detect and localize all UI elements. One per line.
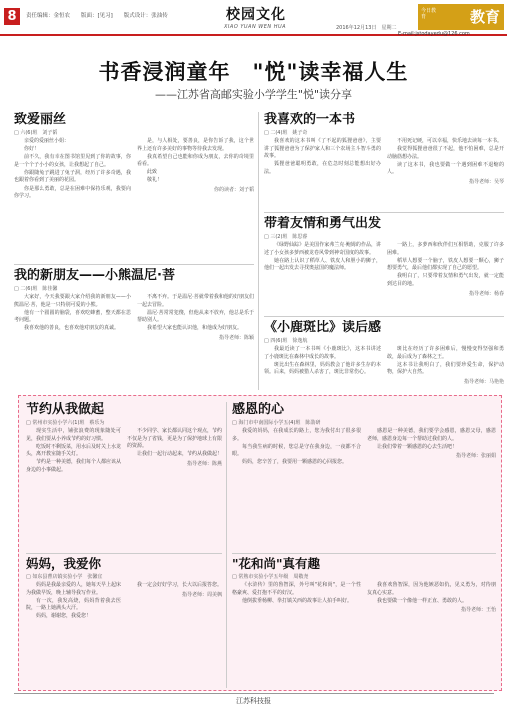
article-paragraph: 敬礼！ bbox=[147, 177, 163, 184]
article-paragraph: 不离不弃。于是温尼·菩就带着我和他的好朋友们一起去冒险。 bbox=[137, 294, 254, 308]
article-paragraph: 让我们一起行动起来，节约从我做起！ bbox=[137, 451, 222, 458]
article-byline: □ 三(2)班 陈思睿 bbox=[264, 234, 308, 240]
article-byline: □ 四(6)班 徐逸航 bbox=[264, 338, 308, 344]
teacher-credit: 指导老师：吴琴 bbox=[468, 178, 504, 185]
article-paragraph: 一路上，多萝西和伙伴们互相帮助，克服了许多困难。 bbox=[387, 242, 504, 256]
divider bbox=[264, 316, 504, 317]
teacher-credit: 指导老师：王怡 bbox=[460, 607, 496, 614]
article-paragraph: 我喜欢他的善良，也喜欢他对朋友的真诚。 bbox=[24, 325, 120, 332]
contact-email: E-mail:jstodayedu@126.com bbox=[398, 31, 470, 37]
article-byline: □ 如东县曹店镇实验小学 张馨宜 bbox=[26, 574, 103, 580]
article-paragraph: 你好！ bbox=[24, 146, 40, 153]
footer-divider bbox=[14, 693, 494, 694]
article-paragraph: 《绿野仙踪》是美国作家弗兰克·鲍姆的作品，讲述了小女孩多萝西被龙卷风带到神奇国度的故事。 bbox=[264, 242, 381, 256]
article-paragraph: 我喜欢的这本书叫《了不起的狐狸爸爸》，主要讲了狐狸爸爸为了保护家人和三个农场主斗智斗勇的故事。 bbox=[264, 138, 381, 160]
article-paragraph: 我明白了，只要带着友情和勇气出发，就一定能到达目的地。 bbox=[387, 273, 504, 287]
article-title: 带着友情和勇气出发 bbox=[264, 216, 382, 231]
article-title: 我的新朋友——小熊温尼·菩 bbox=[14, 268, 175, 283]
article-thrift bbox=[26, 402, 222, 552]
column-divider bbox=[258, 112, 259, 390]
article-paragraph: 这本书让我明白了，我们要珍爱生命，保护动物，保护大自然。 bbox=[387, 361, 504, 376]
article-paragraph: 温尼·菩常常犯傻，但他从来不放弃，他总是乐于帮助别人。 bbox=[137, 309, 254, 324]
article-byline: □ 二(4)班 姚子奇 bbox=[264, 130, 308, 136]
teacher-credit: 指导老师：马艳艳 bbox=[463, 378, 504, 385]
article-byline: □ 二(6)班 陈佳馨 bbox=[14, 286, 58, 292]
article-title: 我喜欢的一本书 bbox=[264, 112, 356, 127]
article-title: "花和尚"真有趣 bbox=[232, 556, 321, 571]
article-paragraph: 节约是一种美德，我们每个人都应该从身边的小事做起。 bbox=[26, 459, 122, 473]
article-paragraph: 他倒拔垂杨柳、拳打镇关西的故事让人拍手叫好。 bbox=[242, 597, 353, 604]
article-byline: □ 常熟市实验小学五年级 周敬尧 bbox=[232, 574, 309, 580]
teacher-credit: 指导老师：张丽娟 bbox=[455, 453, 496, 460]
divider bbox=[14, 264, 254, 265]
article-paragraph: 狐狸爸爸聪明勇敢，在危急时刻总能想出好办法。 bbox=[264, 161, 381, 175]
article-monk bbox=[232, 556, 496, 688]
article-paragraph: 你跟随兔子跳进了兔子洞，经历了许多奇遇，我也跟着你看到了美丽的花园。 bbox=[14, 169, 131, 184]
article-paragraph: 我一定会好好学习，长大以后报答您。 bbox=[137, 582, 222, 588]
article-paragraph: 有一次，我发高烧，妈妈背着我去医院，一路上她满头大汗。 bbox=[26, 597, 121, 612]
article-paragraph: 我喜欢鲁智深，因为他嫉恶如仇，见义勇为，对待朋友真心实意。 bbox=[367, 582, 496, 596]
sub-headline: ——江苏省高邮实验小学学生"悦"读分享 bbox=[154, 88, 353, 101]
article-paragraph: 是，与人相处，要善良，是你告诉了我，这个世界上还有许多美好的事物等待我去发现。 bbox=[137, 138, 254, 152]
article-title: 感恩的心 bbox=[232, 402, 285, 417]
article-paragraph: 她在路上认识了稻草人、铁皮人和胆小的狮子，他们一起出发去寻找奥兹国的魔法师。 bbox=[264, 257, 381, 272]
article-signature: 你的读者：刘子韬 bbox=[213, 187, 254, 194]
teacher-credit: 指导老师：杨春 bbox=[468, 290, 504, 297]
teacher-credit: 指导老师：周美枫 bbox=[181, 591, 222, 598]
article-bambi bbox=[264, 320, 504, 392]
article-pooh bbox=[14, 268, 254, 390]
article-oz bbox=[264, 216, 504, 314]
divider bbox=[26, 553, 222, 554]
article-paragraph: 读了这本书，我也要做一个遇到困难不退缩的人。 bbox=[387, 161, 504, 176]
article-paragraph: 让我们带着一颗感恩的心去生活吧！ bbox=[377, 443, 458, 450]
brand-logo-small: 今日教育 bbox=[421, 8, 437, 20]
article-paragraph: 现实生活中，铺张浪费的现象随处可见，我们要从小养成节约的好习惯。 bbox=[26, 428, 121, 442]
article-paragraph: 此致 bbox=[147, 169, 158, 176]
article-paragraph: 斑比出生在森林里，妈妈教会了他许多生存的本领。后来，妈妈被猎人杀害了，斑比非常伤心。 bbox=[264, 361, 381, 376]
article-title: 《小鹿斑比》读后感 bbox=[264, 320, 382, 335]
teacher-credit: 指导老师：陈燕 bbox=[186, 460, 222, 467]
article-byline: □ 海门市中南国际小学五(4)班 陈劭研 bbox=[232, 420, 321, 426]
article-paragraph: 前不久，我有幸在图书馆里见到了你的故事，你是一个个子小小的女孩，让我想起了自己。 bbox=[14, 154, 131, 168]
article-paragraph: 大家好，今天我要跟大家介绍我的新朋友——小熊温尼·菩，他是一只特别可爱的小熊。 bbox=[14, 294, 131, 308]
article-paragraph: 感恩是一种美德，我们要学会感恩，感恩父母，感恩老师，感恩身边每一个帮助过我们的人。 bbox=[367, 428, 496, 442]
section-pinyin: XIAO YUAN WEN HUA bbox=[224, 24, 287, 30]
article-paragraph: 每当我生病的时候，您总是守在我身边，一夜都不合眼。 bbox=[232, 443, 361, 458]
article-paragraph: 我觉得狐狸爸爸很了不起，他不怕困难，总是开动脑筋想办法。 bbox=[387, 146, 504, 160]
article-alice bbox=[14, 112, 254, 262]
article-paragraph: 稻草人想要一个脑子，铁皮人想要一颗心，狮子想要勇气，最后他们都实现了自己的愿望。 bbox=[387, 257, 504, 272]
article-paragraph: 你是那么勇敢，总是在困难中保持乐观，我要向你学习。 bbox=[14, 185, 131, 200]
page-header bbox=[0, 0, 507, 36]
article-mom bbox=[26, 556, 222, 688]
section-title: 校园文化 bbox=[226, 7, 286, 23]
divider bbox=[232, 553, 496, 554]
article-byline: □ 常州市实验小学六(1)班 蔡乐为 bbox=[26, 420, 105, 426]
article-paragraph: 我希望大家也能认识他，和他成为好朋友。 bbox=[147, 325, 243, 332]
article-fox bbox=[264, 112, 504, 210]
article-paragraph: 不用死记硬，可以幸福，快乐地去读每一本书。 bbox=[397, 138, 503, 144]
editor-credits: 责任编辑：金恒农 版面：[见习] 版式设计：张油传 bbox=[26, 13, 168, 19]
teacher-credit: 指导老师：陈颖 bbox=[218, 334, 254, 341]
article-paragraph: 《水浒传》里的鲁智深，外号叫"花和尚"，是一个性格豪爽、爱打抱不平的好汉。 bbox=[232, 582, 361, 596]
article-paragraph: 不少同学、家长都认同这个观点，节约不仅是为了省钱，更是为了保护地球上有限的资源。 bbox=[127, 428, 222, 450]
column-divider bbox=[226, 402, 227, 688]
article-paragraph: 他有一个圆圆的脑袋，喜欢吃蜂蜜，整天都在思考问题。 bbox=[14, 309, 131, 324]
article-paragraph: 我爱的妈妈，在我成长的路上，您为我付出了很多很多。 bbox=[232, 428, 361, 442]
article-paragraph: 妈妈是我最亲爱的人，她每天早上起床为我做早饭，晚上辅导我写作业。 bbox=[26, 582, 122, 596]
article-paragraph: 亲爱的爱丽丝小姐： bbox=[24, 138, 70, 144]
article-paragraph: 斑比在经历了许多困难后，慢慢变得坚强和勇敢，最后成为了森林之王。 bbox=[387, 346, 504, 360]
article-paragraph: 我也要做一个像他一样正直、勇敢的人。 bbox=[377, 597, 468, 604]
article-paragraph: 妈妈，谢谢您，我爱您！ bbox=[36, 613, 92, 620]
article-title: 节约从我做起 bbox=[26, 402, 105, 417]
article-paragraph: 吃饭时不剩饭菜，用水后及时关上水龙头，离开教室随手关灯。 bbox=[26, 443, 122, 458]
article-paragraph: 我最近读了一本书叫《小鹿斑比》，这本书讲述了小鹿斑比在森林中成长的故事。 bbox=[264, 346, 381, 360]
article-title: 致爱丽丝 bbox=[14, 112, 67, 127]
article-paragraph: 我真希望自己也能和你成为朋友，去你的奇境里看看。 bbox=[137, 153, 254, 168]
page-number: 8 bbox=[4, 8, 20, 25]
article-title: 妈妈，我爱你 bbox=[26, 556, 102, 571]
page-footer: 江苏科技报 bbox=[236, 697, 271, 705]
main-headline: 书香浸润童年 "悦"读幸福人生 bbox=[98, 60, 409, 84]
divider bbox=[264, 212, 504, 213]
article-paragraph: 妈妈，您辛苦了，我要用一颗感恩的心回报您。 bbox=[242, 459, 348, 466]
article-byline: □ 六(6)班 刘子韬 bbox=[14, 130, 58, 136]
article-gratitude bbox=[232, 402, 496, 552]
issue-date: 2016年12月13日 星期二 bbox=[336, 25, 397, 31]
brand-logo: 教育 bbox=[418, 4, 504, 30]
